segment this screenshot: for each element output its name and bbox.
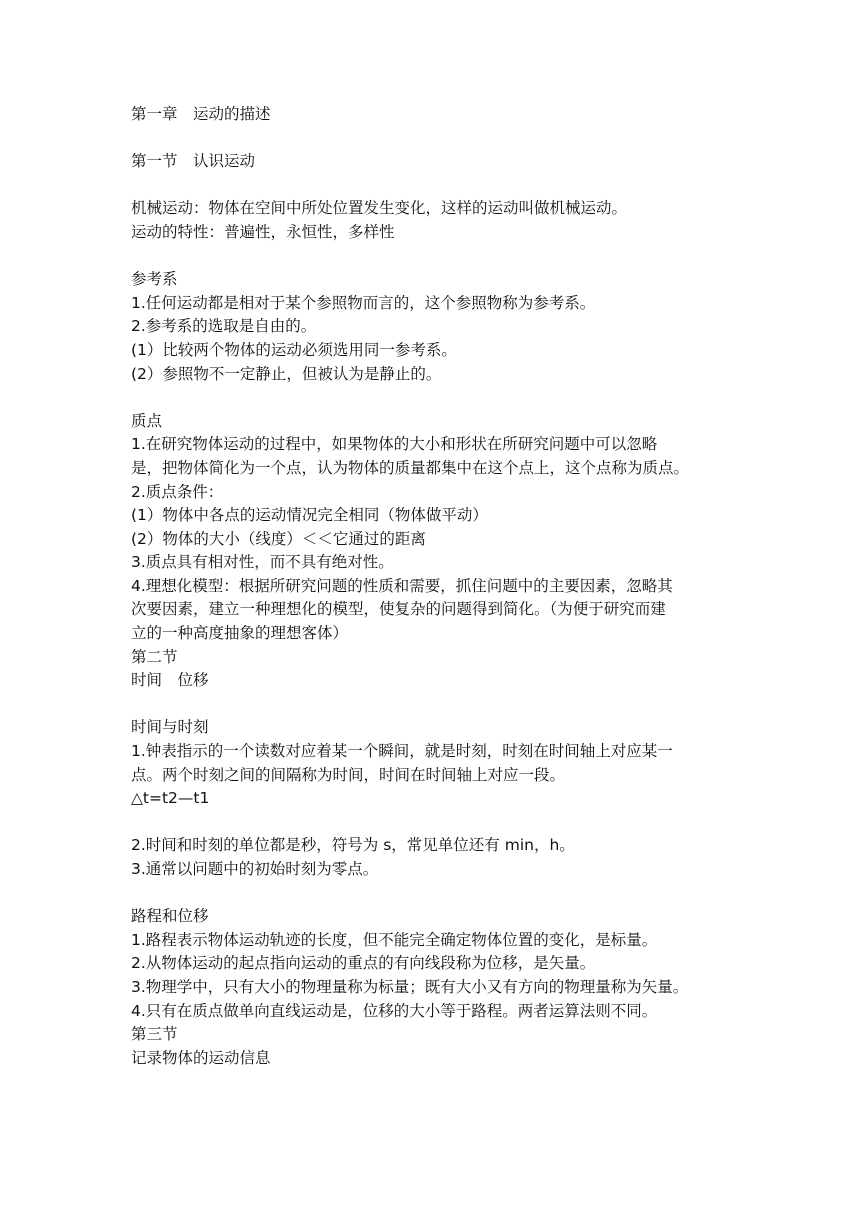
motion-traits: 运动的特性：普遍性，永恒性，多样性 — [131, 222, 395, 241]
document-body — [131, 103, 736, 1070]
particle-item-4-line: 次要因素，建立一种理想化的模型，使复杂的问题得到简化。（为便于研究而建 — [131, 600, 666, 619]
particle-item-1-line: 1.在研究物体运动的过程中，如果物体的大小和形状在所研究问题中可以忽略 — [131, 435, 658, 454]
spacer — [131, 882, 736, 906]
spacer — [131, 811, 736, 835]
section-2-label: 第二节 — [131, 647, 178, 666]
displacement-item: 2.从物体运动的起点指向运动的重点的有向线段称为位移，是矢量。 — [131, 954, 596, 973]
section-3-label: 第三节 — [131, 1025, 178, 1044]
reference-frame-item: (2）参照物不一定静止，但被认为是静止的。 — [131, 364, 442, 383]
particle-item-1-line: 是，把物体简化为一个点，认为物体的质量都集中在这个点上，这个点称为质点。 — [131, 458, 690, 477]
spacer — [131, 127, 736, 151]
particle-condition-2: (2）物体的大小（线度）＜＜它通过的距离 — [131, 529, 426, 548]
time-item-3: 3.通常以问题中的初始时刻为零点。 — [131, 860, 379, 878]
displacement-heading: 路程和位移 — [131, 907, 209, 926]
particle-heading: 质点 — [131, 411, 163, 430]
time-heading: 时间与时刻 — [131, 718, 209, 737]
section-3-title: 记录物体的运动信息 — [131, 1048, 271, 1067]
particle-condition-1: (1）物体中各点的运动情况完全相同（物体做平动） — [131, 506, 488, 525]
mechanical-motion-definition: 机械运动：物体在空间中所处位置发生变化，这样的运动叫做机械运动。 — [131, 199, 628, 218]
section-2-title: 时间 位移 — [131, 671, 209, 690]
spacer — [131, 386, 736, 410]
particle-item-2: 2.质点条件： — [131, 482, 224, 501]
displacement-item: 1.路程表示物体运动轨迹的长度，但不能完全确定物体位置的变化，是标量。 — [131, 930, 658, 949]
particle-item-4-line: 4.理想化模型：根据所研究问题的性质和需要，抓住问题中的主要因素，忽略其 — [131, 576, 673, 595]
particle-item-4-line: 立的一种高度抽象的理想客体） — [131, 624, 349, 643]
spacer — [131, 693, 736, 717]
section-1-title: 第一节 认识运动 — [131, 152, 256, 171]
displacement-item: 4.只有在质点做单向直线运动是，位移的大小等于路程。两者运算法则不同。 — [131, 1001, 658, 1020]
particle-item-3: 3.质点具有相对性，而不具有绝对性。 — [131, 553, 394, 572]
time-item-1-line: 点。两个时刻之间的间隔称为时间，时间在时间轴上对应一段。 — [131, 765, 566, 784]
time-item-2: 2.时间和时刻的单位都是秒，符号为 s，常见单位还有 min，h。 — [131, 836, 575, 855]
spacer — [131, 174, 736, 198]
chapter-title: 第一章 运动的描述 — [131, 105, 271, 123]
displacement-item: 3.物理学中，只有大小的物理量称为标量；既有大小又有方向的物理量称为矢量。 — [131, 977, 689, 996]
reference-frame-heading: 参考系 — [131, 270, 178, 289]
reference-frame-item: (1）比较两个物体的运动必须选用同一参考系。 — [131, 340, 457, 359]
time-item-1-line: 1.钟表指示的一个读数对应着某一个瞬间，就是时刻，时刻在时间轴上对应某一 — [131, 742, 673, 761]
reference-frame-item: 1.任何运动都是相对于某个参照物而言的，这个参照物称为参考系。 — [131, 293, 596, 312]
time-formula: △t=t2—t1 — [131, 789, 210, 808]
reference-frame-item: 2.参考系的选取是自由的。 — [131, 317, 317, 336]
spacer — [131, 245, 736, 269]
